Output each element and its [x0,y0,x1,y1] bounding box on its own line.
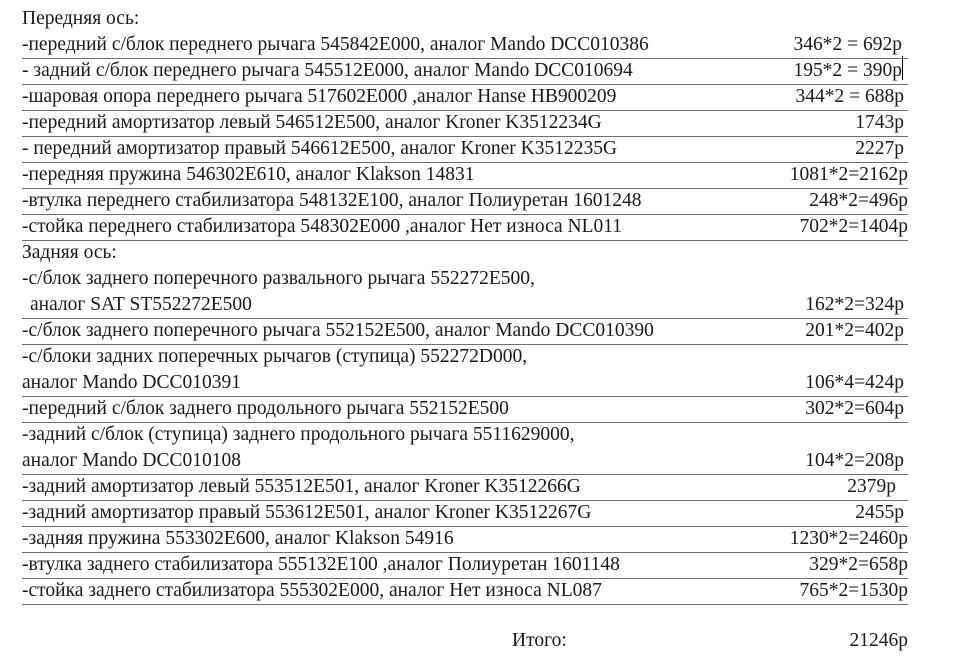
rear-row-2-price: 1230*2=2460р [789,528,908,549]
rear-item-1-price: 162*2=324р [805,294,904,315]
rear-row-4-price: 765*2=1530р [799,580,908,601]
rear-item-1-line-2 [22,292,908,319]
rear-item-1-line-1-text: -с/блок заднего поперечного развального рычага 552272Е500, [22,268,535,289]
front-axle-heading: Передняя ось: [22,8,140,29]
front-row-1 [22,58,908,85]
rear-item-3-line-1-text: -с/блоки задних поперечных рычагов (ступица) 552272D000, [22,346,528,367]
rear-item-4-text: -передний с/блок заднего продольного рычага 552152Е500 [22,398,509,419]
front-row-2-text: -шаровая опора переднего рычага 517602Е000 ,аналог Hanse HB900209 [22,86,617,107]
rear-item-2 [22,318,908,345]
front-row-4 [22,136,908,163]
rear-item-5-line-2 [22,448,908,475]
rear-item-3-line-2-text: аналог Mando DCC010391 [22,372,241,393]
front-row-0-text: -передний с/блок переднего рычага 545842Е000, аналог Mando DCC010386 [22,34,649,55]
rear-row-3 [22,552,908,579]
rear-row-1 [22,500,908,527]
rear-item-1-line-1 [22,266,908,292]
front-row-3-price: 1743р [855,112,904,133]
front-row-2 [22,84,908,111]
rear-item-1-line-2-text: аналог SAT ST552272E500 [30,294,252,315]
rear-row-1-text: -задний амортизатор правый 553612Е501, аналог Kroner K3512267G [22,502,592,523]
rear-item-4-price: 302*2=604р [805,398,904,419]
front-row-1-price: 195*2 = 390р [793,60,902,81]
rear-item-5-line-2-text: аналог Mando DCC010108 [22,450,241,471]
rear-item-2-text: -с/блок заднего поперечного рычага 552152Е500, аналог Mando DCC010390 [22,320,654,341]
front-row-5 [22,162,908,189]
rear-item-5-price: 104*2=208р [805,450,904,471]
front-row-5-text: -передняя пружина 546302Е610, аналог Klakson 14831 [22,164,475,185]
rear-row-3-text: -втулка заднего стабилизатора 555132Е100 ,аналог Полиуретан 1601148 [22,554,620,575]
rear-row-1-price: 2455р [855,502,904,523]
rear-item-3-price: 106*4=424р [805,372,904,393]
front-row-7 [22,214,908,241]
front-row-0 [22,32,908,59]
rear-row-0 [22,474,908,501]
front-row-6 [22,188,908,215]
front-row-5-price: 1081*2=2162р [789,164,908,185]
front-row-2-price: 344*2 = 688р [795,86,904,107]
rear-row-0-text: -задний амортизатор левый 553512Е501, аналог Kroner K3512266G [22,476,581,497]
rear-row-4-text: -стойка заднего стабилизатора 555302Е000, аналог Нет износа NL087 [22,580,602,601]
rear-item-5-line-1 [22,422,908,448]
rear-item-5-line-1-text: -задний с/блок (ступица) заднего продольного рычага 5511629000, [22,424,575,445]
rear-item-2-price: 201*2=402р [805,320,904,341]
rear-row-3-price: 329*2=658р [809,554,908,575]
rear-item-4 [22,396,908,423]
rear-item-3-line-1 [22,344,908,370]
total-label: Итого: [512,630,567,651]
rear-item-3-line-2 [22,370,908,397]
front-row-7-price: 702*2=1404р [799,216,908,237]
front-row-3-text: -передний амортизатор левый 546512Е500, аналог Kroner K3512234G [22,112,602,133]
front-row-6-text: -втулка переднего стабилизатора 548132Е100, аналог Полиуретан 1601248 [22,190,642,211]
front-row-0-price: 346*2 = 692р [793,34,902,55]
rear-row-2-text: -задняя пружина 553302Е600, аналог Klakson 54916 [22,528,454,549]
front-row-3 [22,110,908,137]
front-row-1-text: - задний с/блок переднего рычага 545512Е000, аналог Mando DCC010694 [22,60,633,81]
rear-axle-heading: Задняя ось: [22,242,117,263]
rear-row-0-price: 2379р [847,476,896,497]
total-value: 21246р [849,630,908,651]
front-row-4-text: - передний амортизатор правый 546612Е500, аналог Kroner K3512235G [22,138,618,159]
front-row-4-price: 2227р [855,138,904,159]
front-row-7-text: -стойка переднего стабилизатора 548302Е000 ,аналог Нет износа NL011 [22,216,623,237]
front-row-6-price: 248*2=496р [809,190,908,211]
rear-row-2 [22,526,908,553]
rear-row-4 [22,578,908,605]
text-cursor [902,56,903,80]
